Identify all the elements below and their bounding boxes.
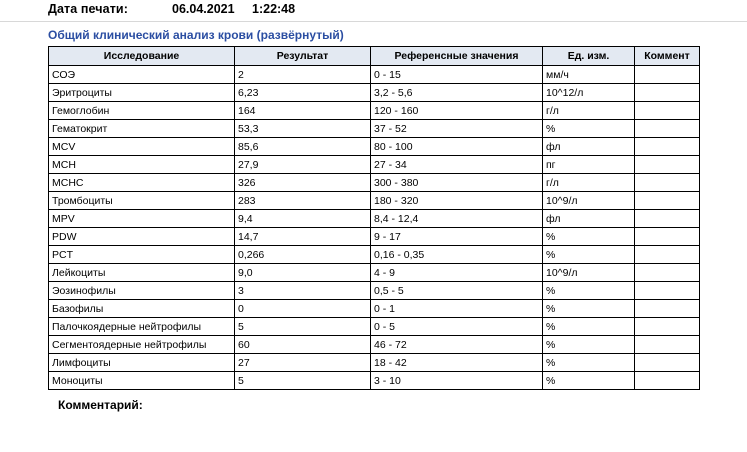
cell-reference: 300 - 380 bbox=[371, 174, 543, 192]
column-header-result: Результат bbox=[235, 47, 371, 66]
cell-result: 326 bbox=[235, 174, 371, 192]
cell-comment bbox=[635, 354, 700, 372]
cell-unit: % bbox=[543, 246, 635, 264]
cell-unit: % bbox=[543, 282, 635, 300]
cell-result: 14,7 bbox=[235, 228, 371, 246]
table-row bbox=[49, 120, 700, 138]
cell-reference: 80 - 100 bbox=[371, 138, 543, 156]
table-header-row bbox=[49, 47, 700, 66]
table-header bbox=[49, 47, 700, 66]
cell-unit: % bbox=[543, 372, 635, 390]
table-row bbox=[49, 174, 700, 192]
cell-comment bbox=[635, 282, 700, 300]
cell-comment bbox=[635, 120, 700, 138]
cell-reference: 46 - 72 bbox=[371, 336, 543, 354]
cell-unit: % bbox=[543, 318, 635, 336]
cell-name: Лейкоциты bbox=[49, 264, 235, 282]
cell-reference: 0 - 15 bbox=[371, 66, 543, 84]
cell-result: 85,6 bbox=[235, 138, 371, 156]
cell-name: MCHC bbox=[49, 174, 235, 192]
cell-unit: г/л bbox=[543, 174, 635, 192]
cell-comment bbox=[635, 210, 700, 228]
cell-name: Сегментоядерные нейтрофилы bbox=[49, 336, 235, 354]
cell-reference: 120 - 160 bbox=[371, 102, 543, 120]
cell-result: 6,23 bbox=[235, 84, 371, 102]
cell-reference: 0 - 5 bbox=[371, 318, 543, 336]
cell-result: 164 bbox=[235, 102, 371, 120]
cell-reference: 0,5 - 5 bbox=[371, 282, 543, 300]
cell-name: Гемоглобин bbox=[49, 102, 235, 120]
table-body bbox=[49, 66, 700, 390]
cell-comment bbox=[635, 192, 700, 210]
cell-reference: 37 - 52 bbox=[371, 120, 543, 138]
cell-name: Гематокрит bbox=[49, 120, 235, 138]
cell-result: 283 bbox=[235, 192, 371, 210]
print-date-label: Дата печати: bbox=[48, 2, 128, 16]
print-time-value: 1:22:48 bbox=[252, 2, 296, 16]
cell-name: Моноциты bbox=[49, 372, 235, 390]
header-divider bbox=[0, 21, 747, 22]
cell-result: 2 bbox=[235, 66, 371, 84]
cell-name: Тромбоциты bbox=[49, 192, 235, 210]
cell-reference: 0,16 - 0,35 bbox=[371, 246, 543, 264]
cell-unit: % bbox=[543, 354, 635, 372]
table-row bbox=[49, 264, 700, 282]
cell-comment bbox=[635, 156, 700, 174]
cell-comment bbox=[635, 336, 700, 354]
comment-label: Комментарий: bbox=[58, 398, 143, 412]
cell-comment bbox=[635, 228, 700, 246]
cell-name: PCT bbox=[49, 246, 235, 264]
table-row bbox=[49, 138, 700, 156]
cell-comment bbox=[635, 138, 700, 156]
cell-unit: % bbox=[543, 120, 635, 138]
table-row bbox=[49, 282, 700, 300]
cell-result: 53,3 bbox=[235, 120, 371, 138]
cell-comment bbox=[635, 318, 700, 336]
table-row bbox=[49, 246, 700, 264]
cell-comment bbox=[635, 66, 700, 84]
cell-comment bbox=[635, 264, 700, 282]
cell-reference: 18 - 42 bbox=[371, 354, 543, 372]
column-header-comment: Коммент bbox=[635, 47, 700, 66]
cell-result: 9,4 bbox=[235, 210, 371, 228]
cell-result: 5 bbox=[235, 372, 371, 390]
table-row bbox=[49, 192, 700, 210]
table-row bbox=[49, 84, 700, 102]
table-row bbox=[49, 354, 700, 372]
cell-comment bbox=[635, 174, 700, 192]
cell-result: 9,0 bbox=[235, 264, 371, 282]
table-row bbox=[49, 318, 700, 336]
table-row bbox=[49, 66, 700, 84]
cell-reference: 3,2 - 5,6 bbox=[371, 84, 543, 102]
cell-comment bbox=[635, 300, 700, 318]
column-header-investigation: Исследование bbox=[49, 47, 235, 66]
cell-result: 27,9 bbox=[235, 156, 371, 174]
cell-reference: 4 - 9 bbox=[371, 264, 543, 282]
cell-reference: 3 - 10 bbox=[371, 372, 543, 390]
page-title: Общий клинический анализ крови (развёрнутый) bbox=[48, 28, 344, 42]
table-row bbox=[49, 156, 700, 174]
cell-name: MCV bbox=[49, 138, 235, 156]
cell-name: MPV bbox=[49, 210, 235, 228]
table-row bbox=[49, 300, 700, 318]
table-row bbox=[49, 228, 700, 246]
cell-reference: 8,4 - 12,4 bbox=[371, 210, 543, 228]
cell-result: 27 bbox=[235, 354, 371, 372]
table-row bbox=[49, 372, 700, 390]
cell-unit: пг bbox=[543, 156, 635, 174]
cell-unit: % bbox=[543, 300, 635, 318]
cell-result: 0,266 bbox=[235, 246, 371, 264]
cell-name: Эритроциты bbox=[49, 84, 235, 102]
cell-name: Палочкоядерные нейтрофилы bbox=[49, 318, 235, 336]
print-date-row bbox=[0, 0, 747, 22]
cell-comment bbox=[635, 84, 700, 102]
cell-unit: г/л bbox=[543, 102, 635, 120]
column-header-unit: Ед. изм. bbox=[543, 47, 635, 66]
cell-name: Эозинофилы bbox=[49, 282, 235, 300]
table-row bbox=[49, 102, 700, 120]
cell-name: Лимфоциты bbox=[49, 354, 235, 372]
cell-comment bbox=[635, 372, 700, 390]
column-header-reference: Референсные значения bbox=[371, 47, 543, 66]
cell-unit: фл bbox=[543, 138, 635, 156]
cell-result: 60 bbox=[235, 336, 371, 354]
cell-unit: 10^9/л bbox=[543, 264, 635, 282]
cell-unit: % bbox=[543, 336, 635, 354]
cell-result: 5 bbox=[235, 318, 371, 336]
cell-name: Базофилы bbox=[49, 300, 235, 318]
cell-comment bbox=[635, 246, 700, 264]
cell-result: 0 bbox=[235, 300, 371, 318]
cell-unit: 10^12/л bbox=[543, 84, 635, 102]
cell-name: СОЭ bbox=[49, 66, 235, 84]
table-row bbox=[49, 336, 700, 354]
cell-reference: 180 - 320 bbox=[371, 192, 543, 210]
cell-unit: фл bbox=[543, 210, 635, 228]
cell-unit: 10^9/л bbox=[543, 192, 635, 210]
lab-results-table bbox=[48, 46, 700, 390]
cell-unit: % bbox=[543, 228, 635, 246]
cell-reference: 9 - 17 bbox=[371, 228, 543, 246]
page-bottom-space bbox=[0, 430, 747, 452]
cell-result: 3 bbox=[235, 282, 371, 300]
cell-unit: мм/ч bbox=[543, 66, 635, 84]
cell-reference: 0 - 1 bbox=[371, 300, 543, 318]
table-row bbox=[49, 210, 700, 228]
cell-reference: 27 - 34 bbox=[371, 156, 543, 174]
print-date-value: 06.04.2021 bbox=[172, 2, 235, 16]
cell-name: PDW bbox=[49, 228, 235, 246]
cell-comment bbox=[635, 102, 700, 120]
cell-name: MCH bbox=[49, 156, 235, 174]
